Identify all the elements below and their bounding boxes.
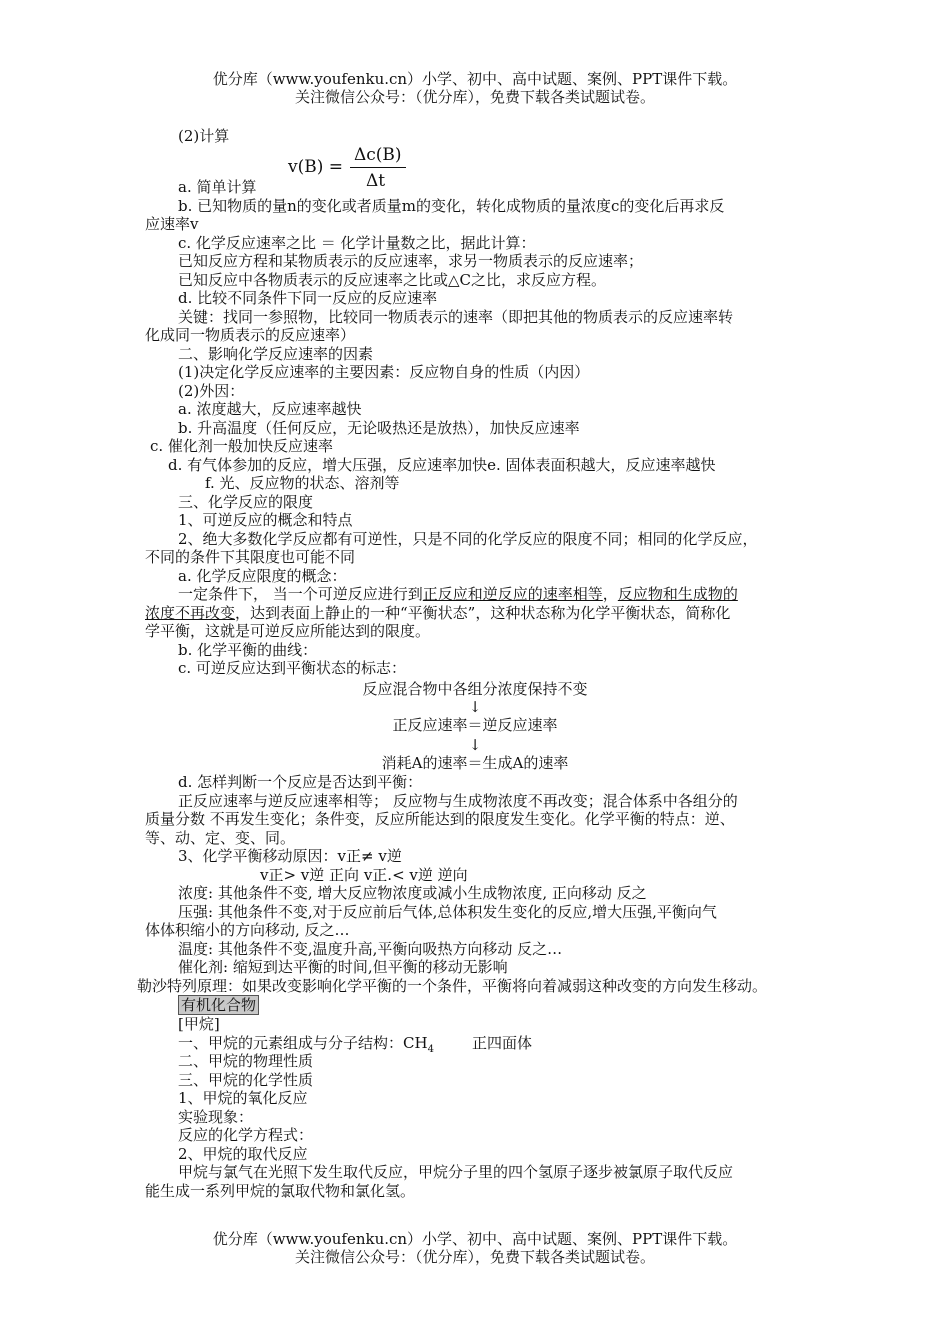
methane-substitution: 2、甲烷的取代反应 — [178, 1145, 308, 1163]
item-b-line2: 应速率v — [145, 215, 199, 233]
s3-item-d: d. 怎样判断一个反应是否达到平衡： — [178, 773, 423, 791]
s2-item-c: c. 催化剂一般加快反应速率 — [150, 437, 333, 455]
judge-line3: 等、动、定、变、同。 — [145, 829, 296, 847]
substitution-line1: 甲烷与氯气在光照下发生取代反应，甲烷分子里的四个氢原子逐步被氯原子取代反应 — [178, 1163, 734, 1181]
calc-title: (2)计算 — [178, 127, 230, 145]
s3-item-a: a. 化学反应限度的概念： — [178, 567, 347, 585]
factor-concentration: 浓度: 其他条件不变, 增大反应物浓度或减小生成物浓度, 正向移动 反之 — [178, 884, 647, 902]
s2-item-1: (1)决定化学反应速率的主要因素：反应物自身的性质（内因） — [178, 363, 590, 381]
s2-item-a: a. 浓度越大，反应速率越快 — [178, 400, 362, 418]
factor-temperature: 温度: 其他条件不变,温度升高,平衡向吸热方向移动 反之… — [178, 940, 563, 958]
item-a-simple: a. 简单计算 — [178, 178, 257, 196]
down-arrow-icon: ↓ — [468, 736, 482, 754]
formula-numerator: Δc(B) — [354, 145, 402, 165]
definition-underline-1: 正反应和逆反应的速率相等 — [422, 585, 603, 603]
definition-line2 — [145, 604, 730, 622]
section-3-heading: 三、化学反应的限度 — [178, 493, 314, 511]
fraction-bar — [350, 167, 406, 168]
definition-text-3: ，达到表面上静止的一种“平衡状态”，这种状态称为化学平衡状态，简称化 — [235, 604, 731, 622]
shift-direction: v正> v逆 正向 v正.< v逆 逆向 — [260, 866, 468, 884]
reaction-equation: 反应的化学方程式： — [178, 1126, 314, 1144]
methane-structure-text: 一、甲烷的元素组成与分子结构：CH — [178, 1034, 428, 1052]
definition-underline-2: 反应物和生成物的 — [617, 585, 738, 603]
equilibrium-mark-3: 消耗A的速率＝生成A的速率 — [381, 754, 569, 772]
methane-title: [甲烷] — [178, 1015, 220, 1033]
judge-line1: 正反应速率与逆反应速率相等； 反应物与生成物浓度不再改变；混合体系中各组分的 — [178, 792, 738, 810]
factor-pressure-line1: 压强: 其他条件不变,对于反应前后气体,总体积发生变化的反应,增大压强,平衡向气 — [178, 903, 717, 921]
methane-oxidation: 1、甲烷的氧化反应 — [178, 1089, 308, 1107]
s3-item-b: b. 化学平衡的曲线： — [178, 641, 318, 659]
definition-line1 — [178, 585, 738, 603]
s2-item-de: d. 有气体参加的反应，增大压强，反应速率加快e. 固体表面积越大，反应速率越快 — [168, 456, 716, 474]
s3-item-1: 1、可逆反应的概念和特点 — [178, 511, 353, 529]
judge-line2: 质量分数 不再发生变化；条件变，反应所能达到的限度发生变化。化学平衡的特点：逆、 — [145, 810, 735, 828]
organic-heading — [178, 996, 259, 1014]
shift-cause: 3、化学平衡移动原因：v正≠ v逆 — [178, 847, 402, 865]
definition-underline-3: 浓度不再改变 — [145, 604, 236, 622]
formula-lhs: v(B) = — [288, 157, 344, 177]
rate-formula — [288, 143, 408, 193]
item-b-line1: b. 已知物质的量n的变化或者质量m的变化，转化成物质的量浓度c的变化后再求反 — [178, 197, 725, 215]
le-chatelier-principle: 勒沙特列原理：如果改变影响化学平衡的一个条件，平衡将向着减弱这种改变的方向发生移动。 — [137, 977, 768, 995]
definition-text-1: 一定条件下， 当一个可逆反应进行到 — [178, 585, 423, 603]
s3-item-c: c. 可逆反应达到平衡状态的标志： — [178, 659, 406, 677]
down-arrow-icon: ↓ — [468, 698, 482, 716]
section-2-heading: 二、影响化学反应速率的因素 — [178, 345, 374, 363]
item-d-line1: d. 比较不同条件下同一反应的反应速率 — [178, 289, 438, 307]
definition-line3: 学平衡，这就是可逆反应所能达到的限度。 — [145, 622, 431, 640]
substitution-line2: 能生成一系列甲烷的氯取代物和氯化氢。 — [145, 1182, 416, 1200]
s3-item-2-line2: 不同的条件下其限度也可能不同 — [145, 548, 356, 566]
s2-item-f: f. 光、反应物的状态、溶剂等 — [205, 474, 400, 492]
experiment-phenomenon: 实验现象： — [178, 1108, 254, 1126]
formula-denominator: Δt — [366, 171, 386, 191]
factor-pressure-line2: 体体积缩小的方向移动, 反之… — [145, 921, 350, 939]
methane-shape: 正四面体 — [471, 1034, 532, 1052]
organic-heading-label: 有机化合物 — [178, 995, 259, 1015]
footer-line-2: 关注微信公众号：（优分库），免费下载各类试题试卷。 — [294, 1248, 655, 1266]
equilibrium-mark-2: 正反应速率＝逆反应速率 — [392, 716, 558, 734]
header-line-1: 优分库（www.youfenku.cn）小学、初中、高中试题、案例、PPT课件下载。 — [212, 70, 738, 88]
header-line-2: 关注微信公众号：（优分库），免费下载各类试题试卷。 — [294, 88, 655, 106]
s2-item-2: (2)外因： — [178, 382, 245, 400]
item-c-line3: 已知反应中各物质表示的反应速率之比或△C之比，求反应方程。 — [178, 271, 607, 289]
equilibrium-mark-1: 反应混合物中各组分浓度保持不变 — [362, 680, 588, 698]
methane-physical: 二、甲烷的物理性质 — [178, 1052, 314, 1070]
s3-item-2-line1: 2、绝大多数化学反应都有可逆性，只是不同的化学反应的限度不同；相同的化学反应， — [178, 530, 758, 548]
key-line1: 关键：找同一参照物，比较同一物质表示的速率（即把其他的物质表示的反应速率转 — [178, 308, 734, 326]
definition-text-2: ， — [602, 585, 618, 603]
methane-chemical: 三、甲烷的化学性质 — [178, 1071, 314, 1089]
factor-catalyst: 催化剂: 缩短到达平衡的时间,但平衡的移动无影响 — [178, 958, 508, 976]
methane-subscript: 4 — [427, 1044, 434, 1055]
footer-line-1: 优分库（www.youfenku.cn）小学、初中、高中试题、案例、PPT课件下载。 — [212, 1230, 738, 1248]
item-c-line2: 已知反应方程和某物质表示的反应速率，求另一物质表示的反应速率； — [178, 252, 644, 270]
key-line2: 化成同一物质表示的反应速率） — [145, 326, 356, 344]
s2-item-b: b. 升高温度（任何反应，无论吸热还是放热），加快反应速率 — [178, 419, 580, 437]
item-c-line1: c. 化学反应速率之比 ＝ 化学计量数之比，据此计算： — [178, 234, 536, 252]
